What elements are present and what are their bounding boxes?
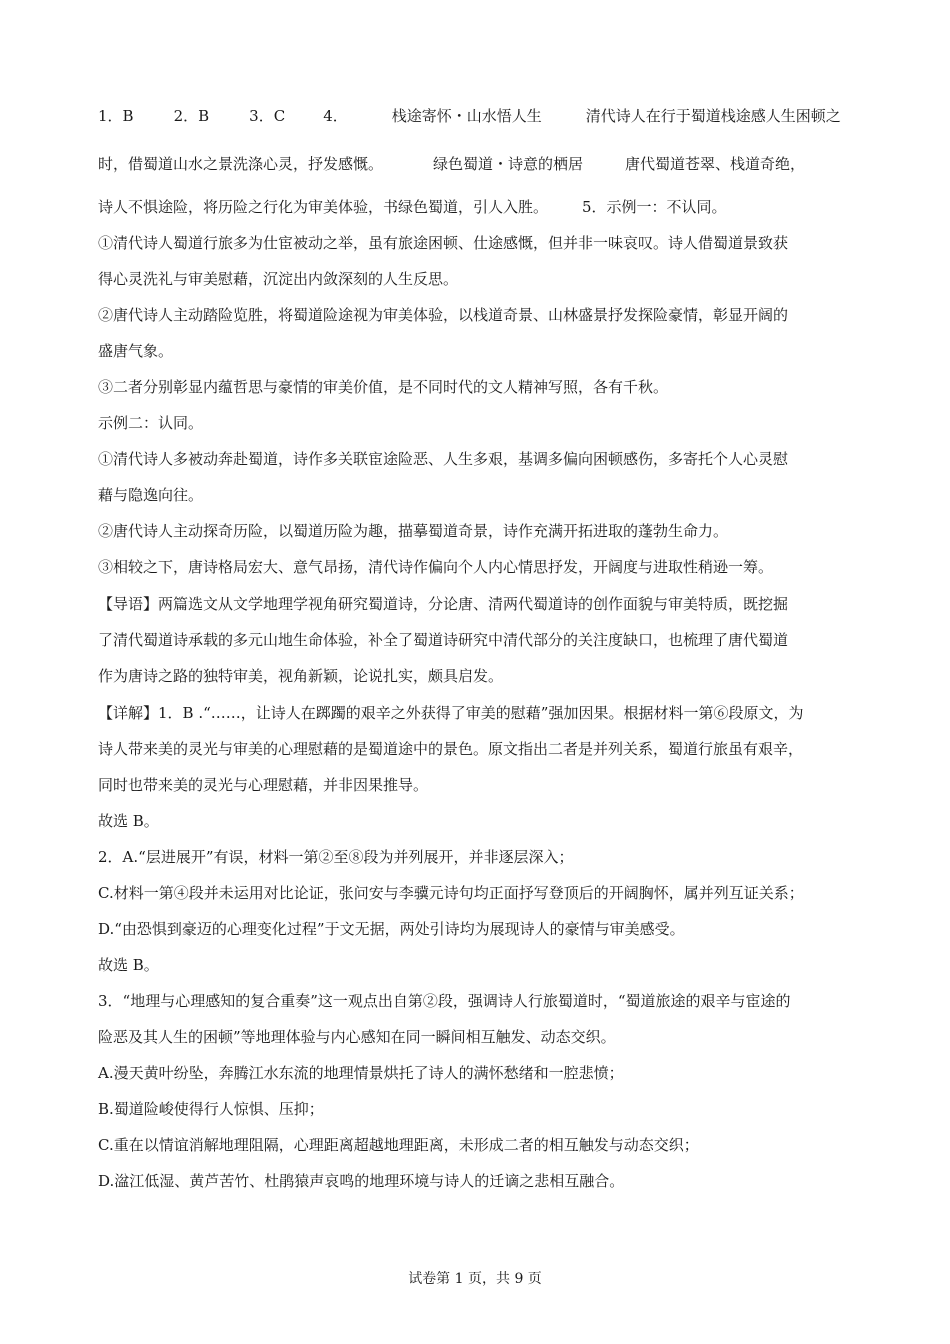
detail-line-7: D.“由恐惧到豪迈的心理变化过程”于文无据，两处引诗均为展现诗人的豪情与审美感受。 [98, 920, 685, 938]
answer-q4-desc-2b: 诗人不惧途险，将历险之行化为审美体验，书绿色蜀道，引人入胜。 [98, 198, 549, 216]
detail-line-4: 故选 B。 [98, 812, 159, 830]
example2-line-4: ③相较之下，唐诗格局宏大、意气昂扬，清代诗作偏向个人内心情思抒发，开阔度与进取性稍逊一筹。 [98, 558, 774, 576]
guide-line-3: 作为唐诗之路的独特审美，视角新颖，论说扎实，颇具启发。 [98, 667, 504, 685]
page-footer: 试卷第 1 页，共 9 页 [408, 1271, 542, 1287]
detail-line-10: 险恶及其人生的困顿”等地理体验与内心感知在同一瞬间相互触发、动态交织。 [98, 1028, 616, 1046]
example1-line-4: 盛唐气象。 [98, 342, 174, 360]
answer-line-3 [98, 197, 727, 217]
detail-line-5: 2．A.“层进展开”有误，材料一第②至⑧段为并列展开，并非逐层深入； [98, 848, 574, 866]
detail-line-14: D.湓江低湿、黄芦苦竹、杜鹃猿声哀鸣的地理环境与诗人的迁谪之悲相互融合。 [98, 1172, 625, 1190]
answer-q4-title-2: 绿色蜀道・诗意的栖居 [433, 155, 584, 173]
answer-q4-desc-2a: 唐代蜀道苍翠、栈道奇绝， [625, 155, 806, 173]
example1-line-3: ②唐代诗人主动踏险览胜，将蜀道险途视为审美体验，以栈道奇景、山林盛景抒发探险豪情，彰显开阔的 [98, 306, 789, 324]
detail-line-3: 同时也带来美的灵光与心理慰藉，并非因果推导。 [98, 776, 429, 794]
detail-line-11: A.漫天黄叶纷坠，奔腾江水东流的地理情景烘托了诗人的满怀愁绪和一腔悲愤； [98, 1064, 624, 1082]
detail-line-6: C.材料一第④段并未运用对比论证，张问安与李骥元诗句均正面抒写登顶后的开阔胸怀，属并列互证关系； [98, 884, 804, 902]
example2-line-1: ①清代诗人多被动奔赴蜀道，诗作多关联宦途险恶、人生多艰，基调多偏向困顿感伤，多寄托个人心灵慰 [98, 450, 789, 468]
example2-line-2: 藉与隐逸向往。 [98, 486, 204, 504]
answer-q2: 2．B [173, 107, 210, 125]
answer-q4-desc-1b: 时，借蜀道山水之景洗涤心灵，抒发感慨。 [98, 155, 384, 173]
detail-line-9: 3．“地理与心理感知的复合重奏”这一观点出自第②段，强调诗人行旅蜀道时，“蜀道旅途的艰辛与宦途的 [98, 992, 791, 1010]
detail-line-13: C.重在以情谊消解地理阻隔，心理距离超越地理距离，未形成二者的相互触发与动态交织； [98, 1136, 699, 1154]
answer-line-1 [98, 106, 841, 126]
answer-q4-number: 4． [323, 107, 348, 125]
example2-heading: 示例二：认同。 [98, 414, 204, 432]
answer-q4-desc-1a: 清代诗人在行于蜀道栈途感人生困顿之 [585, 107, 841, 125]
answer-q1: 1．B [98, 107, 134, 125]
answer-q5-head: 5．示例一：不认同。 [582, 198, 727, 216]
example1-line-1: ①清代诗人蜀道行旅多为仕宦被动之举，虽有旅途困顿、仕途感慨，但并非一味哀叹。诗人借蜀道景致获 [98, 234, 789, 252]
answer-line-2 [98, 154, 805, 174]
example1-line-2: 得心灵洗礼与审美慰藉，沉淀出内敛深刻的人生反思。 [98, 270, 459, 288]
answer-q4-title-1: 栈途寄怀・山水悟人生 [391, 107, 542, 125]
detail-line-12: B.蜀道险峻使得行人惊惧、压抑； [98, 1100, 324, 1118]
detail-line-1: 【详解】1．B .“……，让诗人在踯躅的艰辛之外获得了审美的慰藉”强加因果。根据材料一第⑥段原文，为 [98, 704, 804, 722]
guide-line-2: 了清代蜀道诗承载的多元山地生命体验，补全了蜀道诗研究中清代部分的关注度缺口，也梳理了唐代蜀道 [98, 631, 789, 649]
example2-line-3: ②唐代诗人主动探奇历险，以蜀道历险为趣，描摹蜀道奇景，诗作充满开拓进取的蓬勃生命力。 [98, 522, 729, 540]
detail-line-8: 故选 B。 [98, 956, 159, 974]
guide-line-1: 【导语】两篇选文从文学地理学视角研究蜀道诗，分论唐、清两代蜀道诗的创作面貌与审美特质，既挖掘 [98, 595, 789, 613]
example1-line-5: ③二者分别彰显内蕴哲思与豪情的审美价值，是不同时代的文人精神写照，各有千秋。 [98, 378, 669, 396]
answer-q3: 3．C [249, 107, 286, 125]
detail-line-2: 诗人带来美的灵光与审美的心理慰藉的是蜀道途中的景色。原文指出二者是并列关系，蜀道行旅虽有艰辛， [98, 740, 804, 758]
